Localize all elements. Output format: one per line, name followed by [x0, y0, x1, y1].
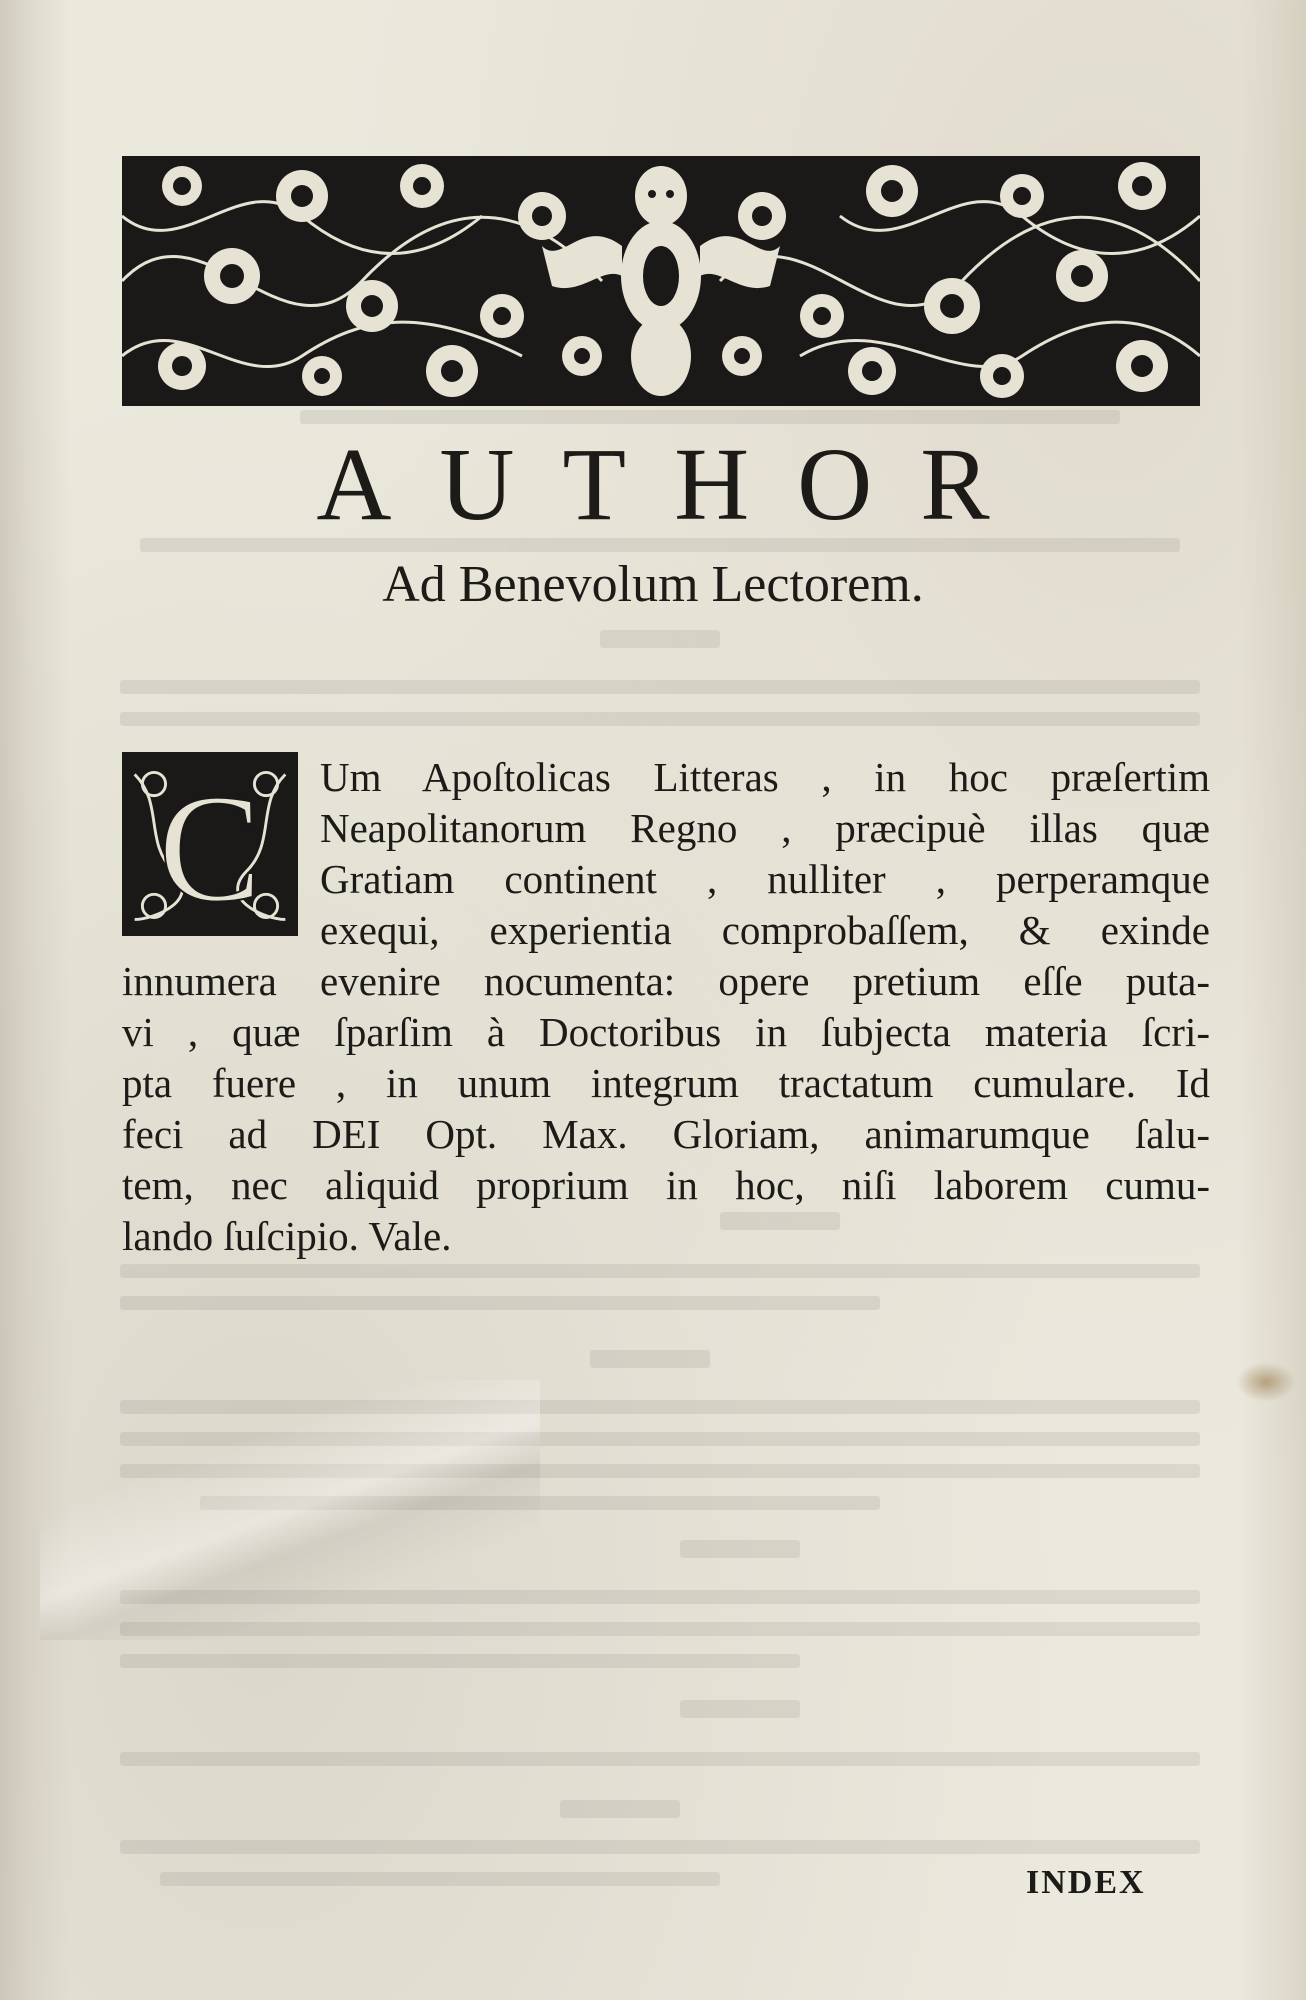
text-line: Um Apoſtolicas Litteras , in hoc præſertim [320, 754, 1210, 800]
paper-crease [40, 1380, 540, 1640]
text-line: lando ſuſcipio. Vale. [122, 1213, 452, 1259]
page-subtitle: Ad Benevolum Lectorem. [382, 556, 924, 613]
initial-letter-glyph: C [158, 763, 262, 933]
floral-headpiece-ornament [122, 156, 1200, 406]
text-line: Gratiam continent , nulliter , perperamque [320, 856, 1210, 902]
text-line: innumera evenire nocumenta: opere pretium eſſe puta- [122, 958, 1210, 1004]
foxing-stain [1236, 1362, 1296, 1402]
text-line: tem, nec aliquid proprium in hoc, niſi laborem cumu- [122, 1162, 1210, 1208]
catchword: INDEX [1026, 1864, 1146, 1901]
page-title: AUTHOR [316, 427, 1038, 542]
text-line: pta fuere , in unum integrum tractatum cumulare. Id [122, 1060, 1210, 1106]
text-line: feci ad DEI Opt. Max. Gloriam, animarumque ſalu- [122, 1111, 1210, 1157]
decorated-initial-letter [122, 752, 298, 936]
text-line: Neapolitanorum Regno , præcipuè illas quæ [320, 805, 1210, 851]
text-line: exequi, experientia comprobaſſem, & exinde [320, 907, 1210, 953]
text-line: vi , quæ ſparſim à Doctoribus in ſubjecta materia ſcri- [122, 1009, 1210, 1055]
